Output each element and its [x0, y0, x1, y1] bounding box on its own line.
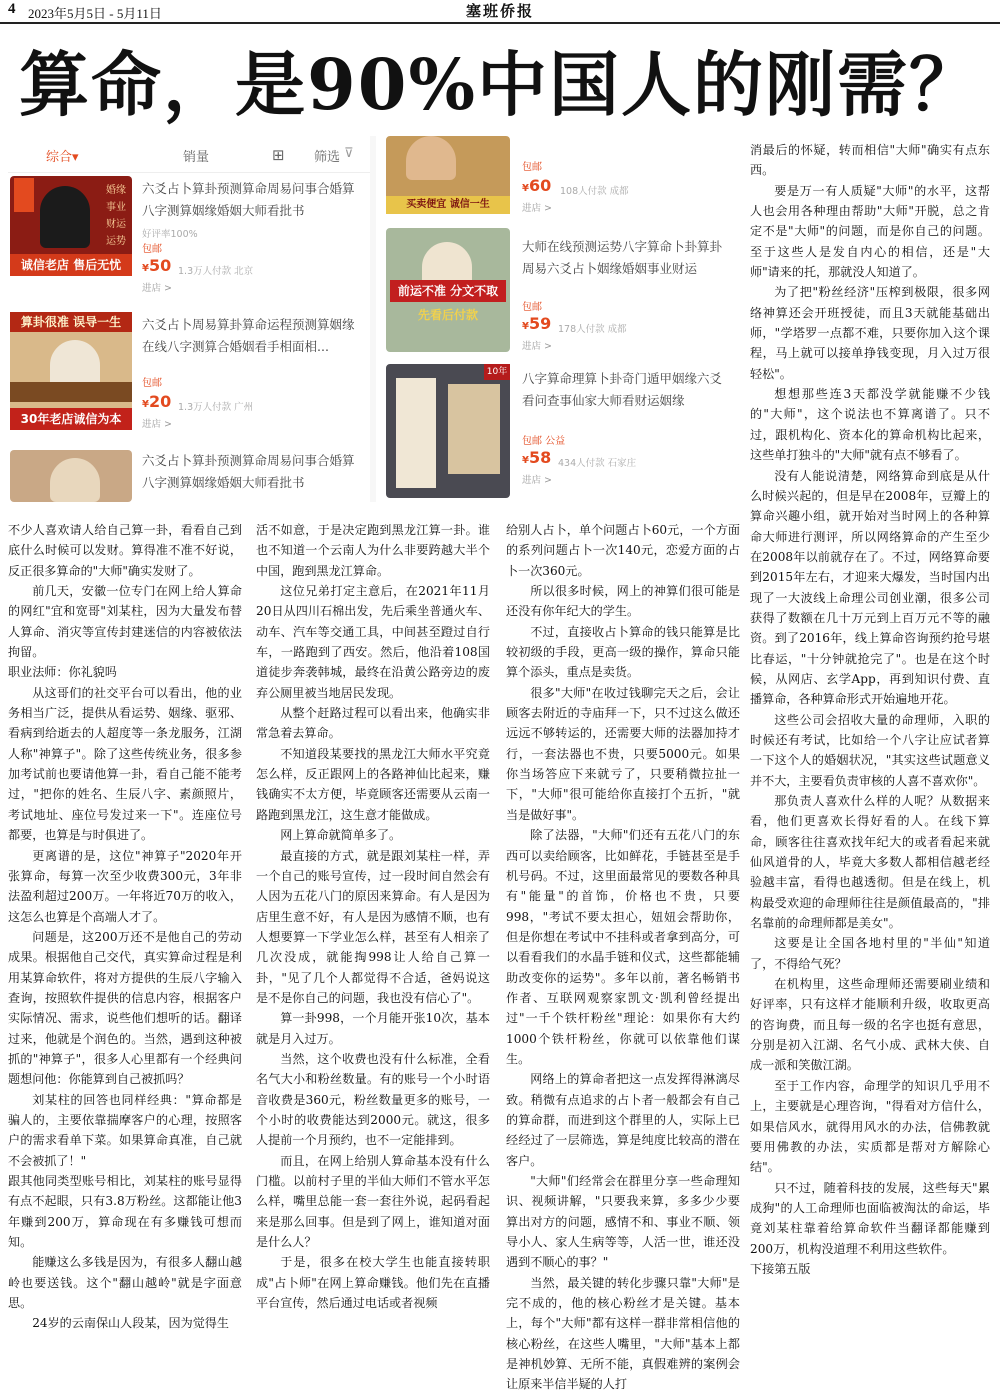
enter-store-link[interactable]: 进店 >	[522, 341, 552, 352]
paragraph: 刘某柱的回答也同样经典："算命都是骗人的，主要依靠揣摩客户的心理，按照客户的需求看单下菜。如果算命真准，自己就不会被抓了！"	[8, 1092, 242, 1168]
promo-subline: 先看后付款	[417, 308, 478, 322]
filter-composite[interactable]: 综合▾	[46, 150, 79, 165]
filter-screen[interactable]: 筛选	[314, 150, 341, 165]
price-value: 60	[528, 176, 552, 195]
paragraph: 消最后的怀疑，转而相信"大师"确实有点东西。	[750, 143, 990, 178]
promo-banner: 30年老店诚信为本	[10, 408, 132, 430]
subheading: 职业法师：你礼貌吗	[8, 665, 117, 680]
list-item[interactable]	[8, 176, 370, 294]
paragraph: 于是，很多在校大学生也能直接转职成"占卜师"在网上算命赚钱。他们先在直播平台宣传，然后通过电话或者视频	[256, 1255, 490, 1311]
price-value: 20	[148, 392, 172, 411]
paragraph: 不过，直接收占卜算命的钱只能算是比较初级的手段，更高一级的操作，算命只能算个添头，重点是卖货。	[506, 624, 740, 680]
rating: 好评率100%	[142, 229, 198, 240]
product-title[interactable]: 八字算命理算卜卦奇门遁甲姻缘六爻看问查事仙家大师看财运姻缘	[522, 371, 723, 408]
price: ¥58	[522, 448, 552, 467]
grid-toggle-icon[interactable]: ⊞	[272, 146, 285, 164]
product-thumbnail	[386, 364, 510, 498]
product-title[interactable]: 六爻占卜周易算卦算命运程预测算姻缘在线八字测算合婚姻看手相面相...	[142, 317, 355, 354]
promo-banner: 买卖便宜 诚信一生	[386, 196, 510, 214]
enter-store-link[interactable]: 进店 >	[522, 203, 552, 214]
paragraph: 24岁的云南保山人段某，因为觉得生	[32, 1316, 229, 1331]
paragraph: 在机构里，这些命理师还需要刷业绩和好评率，只有这样才能顺利升级，收取更高的咨询费，而且每一级的名字也挺有意思，分别是初入江湖、名气小成、武林大侠、自成一派和笑傲江湖。	[750, 977, 990, 1073]
paragraph: 从这哥们的社交平台可以看出，他的业务相当广泛，提供从看运势、姻缘、驱邪、看病到给逝去的人超度等一条龙服务，江湖人称"神算子"。除了这些传统业务，很多参加考试前也要请他算一卦，看自己能不能考过，"把你的姓名、生辰八字、素颜照片，考试地址、座位号发过来一下"。连座位号都要，也算是与时俱进了。	[8, 685, 242, 843]
paragraph: 从整个赶路过程可以看出来，他确实非常急着去算命。	[256, 706, 490, 741]
paragraph: 网上算命就简单多了。	[280, 828, 402, 843]
filter-bar	[8, 136, 370, 173]
price: ¥50	[142, 256, 172, 275]
paragraph: 只不过，随着科技的发展，这些每天"累成狗"的人工命理师也面临被淘汰的命运，毕竟刘某柱靠着给算命软件当翻译都能赚到200万，机构没道理不利用这些软件。	[750, 1180, 990, 1256]
paragraph: 不少人喜欢请人给自己算一卦，看看自己到底什么时候可以发财。算得准不准不好说，反正很多算命的"大师"确实发财了。	[8, 523, 242, 578]
product-thumbnail	[10, 312, 132, 430]
paragraph: 很多"大师"在收过钱聊完天之后，会让顾客去附近的寺庙拜一下，只不过这么做还远远不够转运的，还需要大师的法器加持才行，一套法器也不贵，只要5000元。如果你当场答应下来就亏了，只要稍微拉扯一下，"大师"很可能给你直接打个五折，"就当是做好事"。	[506, 685, 740, 822]
headline: 算命，是90%中国人的刚需？	[19, 43, 981, 126]
product-title[interactable]: 六爻占卜算卦预测算命周易问事合婚算八字测算姻缘婚姻大师看批书	[142, 453, 355, 490]
paragraph: 而且，在网上给别人算命基本没有什么门槛。以前村子里的半仙大师们不管水平怎么样，嘴里总能一套一套往外说，起码看起来是那么回事。但是到了网上，谁知道对面是什么人？	[256, 1153, 490, 1250]
list-item[interactable]	[376, 228, 736, 358]
sales-meta: 1.3万人付款 广州	[178, 402, 254, 413]
article-column-2	[256, 520, 490, 1330]
shipping-tag: 包邮	[142, 244, 162, 255]
paragraph: "大师"们经常会在群里分享一些命理知识、视频讲解，"只要我来算，多多少少要算出对方的问题，感情不和、事业不顺、领导小人、家人生病等等，人活一世，谁还没遇到不顺心的事？"	[506, 1174, 740, 1270]
list-item[interactable]	[376, 364, 736, 502]
paragraph: 想想那些连3天都没学就能赚不少钱的"大师"，这个说法也不算离谱了。只不过，跟机构化、资本化的算命机构比起来，这些单打独斗的"大师"就有点不够看了。	[750, 387, 990, 463]
filter-sales[interactable]: 销量	[183, 150, 210, 165]
enter-store-link[interactable]: 进店 >	[142, 419, 172, 430]
service-list: 婚缘 事业 财运 运势	[106, 185, 126, 247]
paragraph: 为了把"粉丝经济"压榨到极限，很多网络神算还会开班授徒，而且3天就能基础出师，"学塔罗一点都不难，只要你加入这个课程，马上就可以接单挣钱变现，月入过万很轻松"。	[750, 285, 990, 381]
paragraph: 除了法器，"大师"们还有五花八门的东西可以卖给顾客，比如鲜花，手链甚至是手机号码。不过，这里面最常见的要数各种具有"能量"的首饰，价格也不贵，只要998，"考试不要太担心，妞妞会帮助你，但是你想在考试中不挂科或者拿到高分，可以看看我们的水晶手链和仪式，这些都能辅助改变你的运势"。多年以前，著名畅销书作者、互联网观察家凯文·凯利曾经提出过"一千个铁杆粉丝"理论：如果你有大约1000个铁杆粉丝，你就可以依靠他们谋生。	[506, 828, 740, 1066]
promo-banner: 诚信老店 售后无忧	[10, 254, 132, 276]
paragraph: 更离谱的是，这位"神算子"2020年开张算命，每算一次至少收费300元，3年非法盈利超过200万。一年将近70万的收入，这怎么也算是个高端人才了。	[8, 848, 242, 924]
enter-store-link[interactable]: 进店 >	[522, 475, 552, 486]
shopping-screenshot	[8, 136, 736, 502]
paragraph: 这位兄弟打定主意后，在2021年11月20日从四川石棉出发，先后乘坐普通火车、动车、汽车等交通工具，中间甚至蹬过自行车，一路跑到了西安。然后，他沿着108国道徒步奔袭韩城，最终在沿黄公路旁边的废弃公厕里被当地居民发现。	[256, 584, 490, 700]
sales-meta: 108人付款 成都	[560, 186, 629, 197]
price: ¥59	[522, 314, 552, 333]
result-column-right	[376, 136, 736, 502]
price: ¥60	[522, 176, 552, 195]
result-column-left	[8, 136, 370, 502]
sales-meta: 434人付款 石家庄	[558, 458, 637, 469]
list-item[interactable]	[8, 448, 370, 502]
shipping-tag: 包邮 公益	[522, 436, 566, 447]
price-value: 50	[148, 256, 172, 275]
paragraph: 没有人能说清楚，网络算命到底是从什么时候兴起的，但是早在2008年，豆瓣上的算命兴趣小组，就开始对当时网上的各种算命大师进行测评，所以网络算命的产生至少在2008年以前就存在了。不过，网络算命要到2015年左右，才迎来大爆发，当时国内出现了一大波线上命理公司创业潮，很多公司获得了数额在几十万元到上百万元不等的融资。到了2016年，线上算命咨询预约抢号堪比春运，"十分钟就抢完了"。也是在这个时候，从网店、玄学App，再到知识付费、直播算命，各种算命形式开始遍地开花。	[750, 468, 990, 707]
product-thumbnail	[10, 176, 132, 276]
article-column-4	[750, 140, 990, 1330]
funnel-icon[interactable]: ⊽	[344, 146, 354, 161]
product-thumbnail	[386, 136, 510, 214]
masthead: 塞班侨报	[465, 2, 534, 20]
article-column-1	[8, 520, 242, 1330]
paragraph: 要是万一有人质疑"大师"的水平，这帮人也会用各种理由帮助"大师"开脱，总之肯定不是"大师"的问题，而是你自己的问题。至于这些人是发自内心的相信，还是"大师"请来的托，那就没人知道了。	[750, 183, 990, 280]
shipping-tag: 包邮	[142, 378, 162, 389]
paragraph: 前几天，安徽一位专门在网上给人算命的网红"宜和宽哥"刘某柱，因为大量发布替人算命、消灾等宣传封建迷信的内容被依法拘留。	[8, 584, 242, 660]
paragraph: 所以很多时候，网上的神算们很可能是还没有你年纪大的学生。	[506, 584, 740, 619]
price: ¥20	[142, 392, 172, 411]
product-thumbnail	[10, 450, 132, 502]
price-value: 58	[528, 448, 552, 467]
issue-date: 2023年5月5日 - 5月11日	[28, 6, 162, 21]
paragraph: 那负责人喜欢什么样的人呢？从数据来看，他们更喜欢长得好看的人。在线下算命，顾客往往喜欢找年纪大的或者看起来就仙风道骨的人，毕竟大多数人都相信越老经验越丰富，看得也越透彻。但是在线上，机构最受欢迎的命理师往往是颜值最高的，"排名靠前的命理师都是美女"。	[750, 794, 990, 931]
paragraph: 能赚这么多钱是因为，有很多人翻山越岭也要送钱。这个"翻山越岭"就是字面意思。	[8, 1255, 242, 1311]
shipping-tag: 包邮	[522, 162, 542, 173]
list-item[interactable]	[376, 136, 736, 216]
paragraph: 最直接的方式，就是跟刘某柱一样，弄一个自己的账号宣传，过一段时间自然会有人因为五花八门的原因来算命。有人是因为店里生意不好，有人是因为感情不顺，也有人想要算一下学业怎么样，甚至有人相亲了几次没成，就能掏998让人给自己算一卦，"见了几个人都觉得不合适，爸妈说这是不是你自己的问题，我也没有信心了"。	[256, 848, 490, 1005]
article-column-3	[506, 520, 740, 1392]
sales-meta: 178人付款 成都	[558, 324, 627, 335]
product-thumbnail	[386, 228, 510, 352]
shipping-tag: 包邮	[522, 302, 542, 313]
years-badge: 10年	[484, 364, 510, 380]
list-item[interactable]	[8, 308, 370, 430]
sales-meta: 1.3万人付款 北京	[178, 266, 254, 277]
promo-banner: 前运不准 分文不取	[390, 280, 506, 302]
paragraph: 这些公司会招收大量的命理师，入职的时候还有考试，比如给一个八字让应试者算一下这个人的婚姻状况，"其实这些试题意义并不大，主要看负责审核的人喜不喜欢你"。	[750, 712, 990, 788]
enter-store-link[interactable]: 进店 >	[142, 283, 172, 294]
page-header	[0, 0, 1000, 24]
paragraph: 活不如意，于是决定跑到黑龙江算一卦。谁也不知道一个云南人为什么非要跨越大半个中国，跑到黑龙江算命。	[256, 523, 490, 578]
paragraph: 这要是让全国各地村里的"半仙"知道了，不得给气死？	[750, 936, 990, 971]
paragraph: 不知道段某要找的黑龙江大师水平究竟怎么样，反正跟网上的各路神仙比起来，赚钱确实不太方便，毕竟顾客还需要从云南一路跑到黑龙江，这生意才能做成。	[256, 746, 490, 822]
product-title[interactable]: 大师在线预测运势八字算命卜卦算卦周易六爻占卜姻缘婚姻事业财运	[522, 239, 723, 276]
page-number: 4	[8, 1, 16, 17]
price-value: 59	[528, 314, 552, 333]
promo-top-banner: 算卦很准 误导一生	[10, 312, 132, 332]
paragraph: 跟其他同类型账号相比，刘某柱的账号显得有点不起眼，只有3.8万粉丝。这都能让他3年赚到200万，算命现在有多赚钱可想而知。	[8, 1174, 242, 1250]
paragraph: 问题是，这200万还不是他自己的劳动成果。根据他自己交代，真实算命过程是利用某算命软件，将对方提供的生辰八字输入查询，按照软件提供的信息内容，根据客户实际情况、需求，说些他们想听的话。翻译过来，他就是个润色的。当然，遇到这种被抓的"神算子"，很多人心里都有一个经典问题想问他：你能算到自己被抓吗？	[8, 929, 242, 1087]
paragraph: 当然，最关键的转化步骤只靠"大师"是完不成的，他的核心粉丝才是关键。基本上，每个"大师"都有这样一群非常相信他的核心粉丝，在这些人嘴里，"大师"基本上都是神机妙算、无所不能，真假难辨的案例会让原来半信半疑的人打	[506, 1275, 740, 1392]
product-title[interactable]: 六爻占卜算卦预测算命周易问事合婚算八字测算姻缘婚姻大师看批书	[142, 181, 355, 218]
paragraph: 网络上的算命者把这一点发挥得淋漓尽致。稍微有点追求的占卜者一般都会有自己的算命群，而进到这个群里的人，实际上已经经过了一层筛选，算是纯度比较高的潜在客户。	[506, 1072, 740, 1168]
continued-note: 下接第五版	[750, 1261, 811, 1276]
paragraph: 至于工作内容，命理学的知识几乎用不上，主要就是心理咨询，"得看对方信什么，如果信风水，就得用风水的办法，信佛教就要用佛教的办法，实质都是帮对方解除心结"。	[750, 1078, 990, 1175]
paragraph: 算一卦998，一个月能开张10次，基本就是月入过万。	[256, 1011, 490, 1046]
paragraph: 给别人占卜，单个问题占卜60元，一个方面的系列问题占卜一次140元，恋爱方面的占卜一次360元。	[506, 523, 740, 578]
paragraph: 当然，这个收费也没有什么标准，全看名气大小和粉丝数量。有的账号一个小时语音收费是360元，粉丝数量更多的账号，一个小时的收费能达到2000元。就这，很多人提前一个月预约，也不一定能排到。	[256, 1051, 490, 1148]
